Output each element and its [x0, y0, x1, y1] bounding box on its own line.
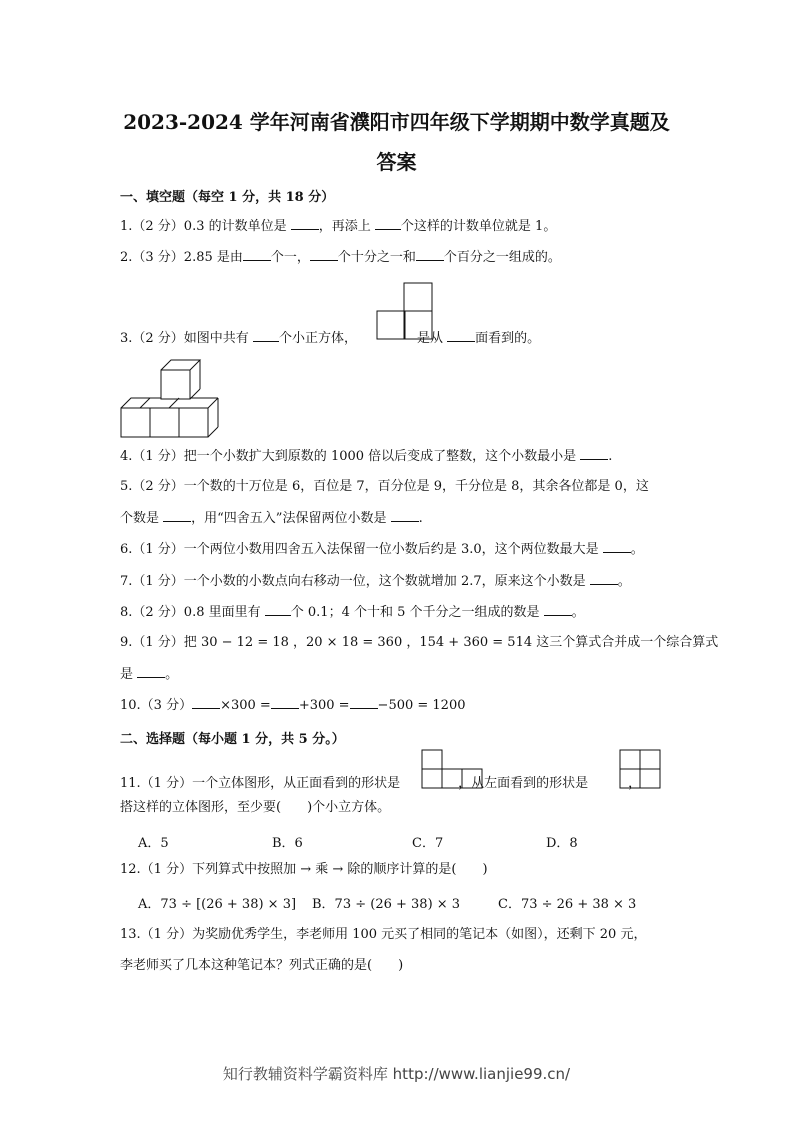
question-12: 12.（1 分）下列算式中按照加 → 乘 → 除的顺序计算的是( )	[120, 862, 488, 877]
q11-front-view-shape	[421, 749, 483, 791]
question-5-line-1: 5.（2 分）一个数的十万位是 6，百位是 7，百分位是 9，千分位是 8，其余各位都是 0，这	[120, 479, 649, 494]
question-1: 1.（2 分）0.3 的计数单位是 ，再添上 个这样的计数单位就是 1。	[120, 219, 557, 234]
question-7: 7.（1 分）一个小数的小数点向右移动一位，这个数就增加 2.7，原来这个小数是 。	[120, 574, 631, 589]
q11-option-a: A．5	[138, 836, 169, 851]
section-2-heading: 二、选择题（每小题 1 分，共 5 分。）	[120, 732, 345, 747]
q3-view-shape	[376, 282, 436, 342]
q11-option-d: D．8	[546, 836, 578, 851]
question-4: 4.（1 分）把一个小数扩大到原数的 1000 倍以后变成了整数，这个小数最小是 .	[120, 449, 613, 464]
question-9-line-1: 9.（1 分）把 30 − 12 = 18 ，20 × 18 = 360 ，154 + 360 = 514 这三个算式合并成一个综合算式	[120, 635, 719, 650]
question-3: 3.（2 分）如图中共有 个小正方体， 是从 面看到的。	[120, 331, 541, 346]
q11-option-b: B．6	[272, 836, 303, 851]
question-8: 8.（2 分）0.8 里面里有 个 0.1；4 个十和 5 个千分之一组成的数是 。	[120, 605, 585, 620]
question-13-line-1: 13.（1 分）为奖励优秀学生，李老师用 100 元买了相同的笔记本（如图），还剩下 20 元，	[120, 927, 647, 942]
title-line-1: 2023-2024 学年河南省濮阳市四年级下学期期中数学真题及	[123, 110, 670, 134]
footer-watermark: 知行教辅资料学霸资料库 http://www.lianjie99.cn/	[222, 1065, 571, 1083]
section-1-heading: 一、填空题（每空 1 分，共 18 分）	[120, 190, 335, 205]
q12-option-c: C．73 ÷ 26 + 38 × 3	[498, 897, 637, 912]
question-6: 6.（1 分）一个两位小数用四舍五入法保留一位小数后约是 3.0，这个两位数最大是 。	[120, 542, 644, 557]
question-10: 10.（3 分） ×300 = +300 = −500 = 1200	[120, 698, 466, 713]
q11-left-view-shape	[619, 749, 661, 791]
title-line-2: 答案	[376, 150, 417, 174]
question-11-line-1: 11.（1 分）一个立体图形，从正面看到的形状是 ，从左面看到的形状是 ，	[120, 776, 642, 791]
q11-option-c: C．7	[412, 836, 444, 851]
q12-option-a: A．73 ÷ [(26 + 38) × 3]	[138, 897, 297, 912]
question-9-line-2: 是 。	[120, 667, 179, 682]
question-5-line-2: 个数是 ，用“四舍五入”法保留两位小数是 .	[120, 511, 423, 526]
q3-cube-figure	[120, 355, 220, 440]
q12-option-b: B．73 ÷ (26 + 38) × 3	[312, 897, 461, 912]
question-11-line-2: 搭这样的立体图形，至少要( )个小立方体。	[120, 800, 391, 815]
question-13-line-2: 李老师买了几本这种笔记本？列式正确的是( )	[120, 958, 404, 973]
question-2: 2.（3 分）2.85 是由 个一， 个十分之一和 个百分之一组成的。	[120, 250, 561, 265]
